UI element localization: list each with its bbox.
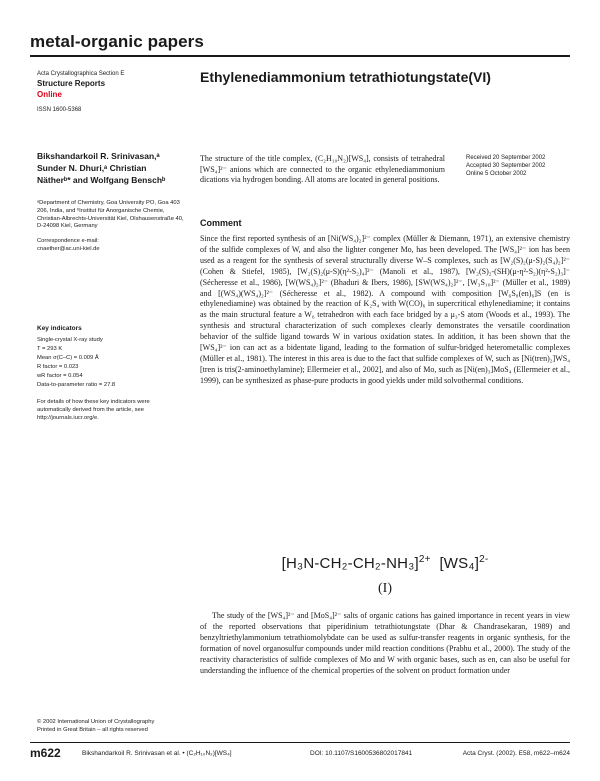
section-header: metal-organic papers xyxy=(30,32,204,51)
journal-issn: ISSN 1600-5368 xyxy=(37,107,82,113)
key-indicators-note: For details of how these key indicators were automatically derived from the article, see http://journals.iucr.org/e. xyxy=(37,399,150,421)
journal-block xyxy=(37,70,124,114)
date-online: Online 5 October 2002 xyxy=(466,171,527,177)
journal-subtitle: Structure Reports xyxy=(37,79,106,88)
copyright-block xyxy=(37,718,197,734)
author-list xyxy=(37,150,197,186)
correspondence-label: Correspondence e-mail: xyxy=(37,238,99,245)
copyright-text: © 2002 International Union of Crystallography xyxy=(37,719,155,725)
page-footer xyxy=(30,748,570,762)
key-indicators-list xyxy=(37,336,187,390)
body-paragraph-2: The study of the [WS₄]²⁻ and [MoS₄]²⁻ salts of organic cations has gained importance in recent years in view of the reported observations that piperidinium tetrathiotungstate (Dhar & Chandrasekaran, 1989) and benzyltriethylammonium tetrathiomolybdate can be used as sulfur-transfer reagents in organic synthesis, for the formation of novel organosulfur compounds under mild reaction conditions (Prabhu et al., 2000). The study of the reactivity characteristics of sulfide complexes of Mo and W with organic bases, such as en, can also be useful for understanding the influence of the chemical properties of the solvent on product formation under xyxy=(200,611,570,675)
scheme-cation: [H₃N-CH₂-CH₂-NH₃] xyxy=(281,555,419,572)
scheme-anion: [WS₄] xyxy=(439,555,480,572)
footer-journal: Acta Cryst. (2002). E58, m622–m624 xyxy=(462,750,570,757)
article-title: Ethylenediammonium tetrathiotungstate(VI) xyxy=(200,69,491,85)
date-received: Received 20 September 2002 xyxy=(466,155,546,161)
date-accepted: Accepted 30 September 2002 xyxy=(466,163,546,169)
scheme-anion-charge: 2- xyxy=(479,554,489,565)
key-indicators-title: Key indicators xyxy=(37,325,82,332)
key-indicator-item: R factor = 0.023 xyxy=(37,364,79,370)
chemical-scheme xyxy=(200,554,570,572)
correspondence-email[interactable]: cnaether@ac.uni-kiel.de xyxy=(37,245,100,252)
affiliations xyxy=(37,200,187,254)
scheme-cation-charge: 2+ xyxy=(418,554,431,565)
journal-name: Acta Crystallographica Section E xyxy=(37,71,125,77)
key-indicator-item: Data-to-parameter ratio = 27.8 xyxy=(37,382,116,388)
key-indicator-item: Single-crystal X-ray study xyxy=(37,337,103,343)
key-indicator-item: wR factor = 0.054 xyxy=(37,373,83,379)
footer-authors: Bikshandarkoil R. Srinivasan et al. • (C₂H₁₀N₂)[WS₄] xyxy=(82,750,232,757)
page-number: m622 xyxy=(30,746,61,760)
printed-text: Printed in Great Britain – all rights reserved xyxy=(37,727,148,733)
header-rule xyxy=(30,55,570,57)
affiliation-text: ᵃDepartment of Chemistry, Goa University PO, Goa 403 206, India, and ᵇInstitut für Anorganische Chemie, Christian-Albrechts-Universität Kiel, Olshausenstraße 40, D-24098 Kiel, Germany xyxy=(37,200,184,230)
article-dates xyxy=(466,154,576,178)
author-line: Sunder N. Dhuri,ᵃ Christian xyxy=(37,163,147,173)
comment-heading: Comment xyxy=(200,218,242,228)
journal-status: Online xyxy=(37,90,62,99)
footer-doi[interactable]: DOI: 10.1107/S1600536802017841 xyxy=(310,750,413,757)
key-indicator-item: T = 293 K xyxy=(37,346,63,352)
author-line: Nätherᵇ* and Wolfgang Benschᵇ xyxy=(37,175,166,185)
footer-rule xyxy=(30,742,570,743)
comment-body: Since the first reported synthesis of an [Ni(WS₄)₂]²⁻ complex (Müller & Diemann, 1971), an extensive chemistry of the sulfide complexes of W, and also the lighter congener Mo, has been developed. The [WS₄]²⁻ ion has been used as a reagent for the synthesis of several structurally diverse W–S complexes, such as [W₂(S)₂(μ-S)₂(S₄)₂]²⁻ (Cohen & Stiefel, 1985), [W₂(S)₂(μ-S)(η²-S₂)₄]²⁻ (Manoli et al., 1987), [W₂(S)₂-(SH)(μ-η²-S₂)(η²-S₂)₃]⁻ (Sécheresse et al., 1986), [W(WS₄)₂]²⁻ (Bhaduri & Ibers, 1986), [SW(WS₄)₂]²⁻, [W₃S₁₀]²⁻ (Müller et al., 1989) and [(WS₄)(WS₄)₂]²⁻ (Sécheresse et al., 1982). A compound with composition [W₆S₈(en)₆]S (en is ethylenediamine) was obtained by the reaction of K₂S₄ with W(CO)₆ in supercritical ethylenediamine; it contains as the main structural feature a W₆ tetrahedron with each face bridged by a μ₃-S atom (Woods et al., 1993). The synthesis and structural characterization of such complexes clearly demonstrates the versatile coordination behavior of the sulfide ligand towards W in various oxidation states. In addition, it has been shown that the [WS₄]²⁻ ion can act as a bidentate ligand, leading to the formation of sulfur-bridged heterometallic complexes (Müller et al., 1981). The interest in this area is due to the fact that sulfide complexes of W, such as [Ni(tren)₂]WS₄ [tren is tris(2-aminoethylamine); Ellermeier et al., 2002], and also of Mo, such as [Ni(en)₃]MoS₄ (Ellermeier et al., 1999), can be synthesized as phase-pure products in good yields under mild solvothermal conditions. xyxy=(200,234,570,385)
author-line: Bikshandarkoil R. Srinivasan,ᵃ xyxy=(37,151,160,161)
key-indicator-item: Mean σ(C–C) = 0.009 Å xyxy=(37,355,99,361)
abstract: The structure of the title complex, (C₂H₁₀N₂)[WS₄], consists of tetrahedral [WS₄]²⁻ anions which are connected to the organic ethylenediammonium dications via hydrogen bonding. All atoms are located in general positions. xyxy=(200,154,445,184)
scheme-label: (I) xyxy=(378,581,392,596)
